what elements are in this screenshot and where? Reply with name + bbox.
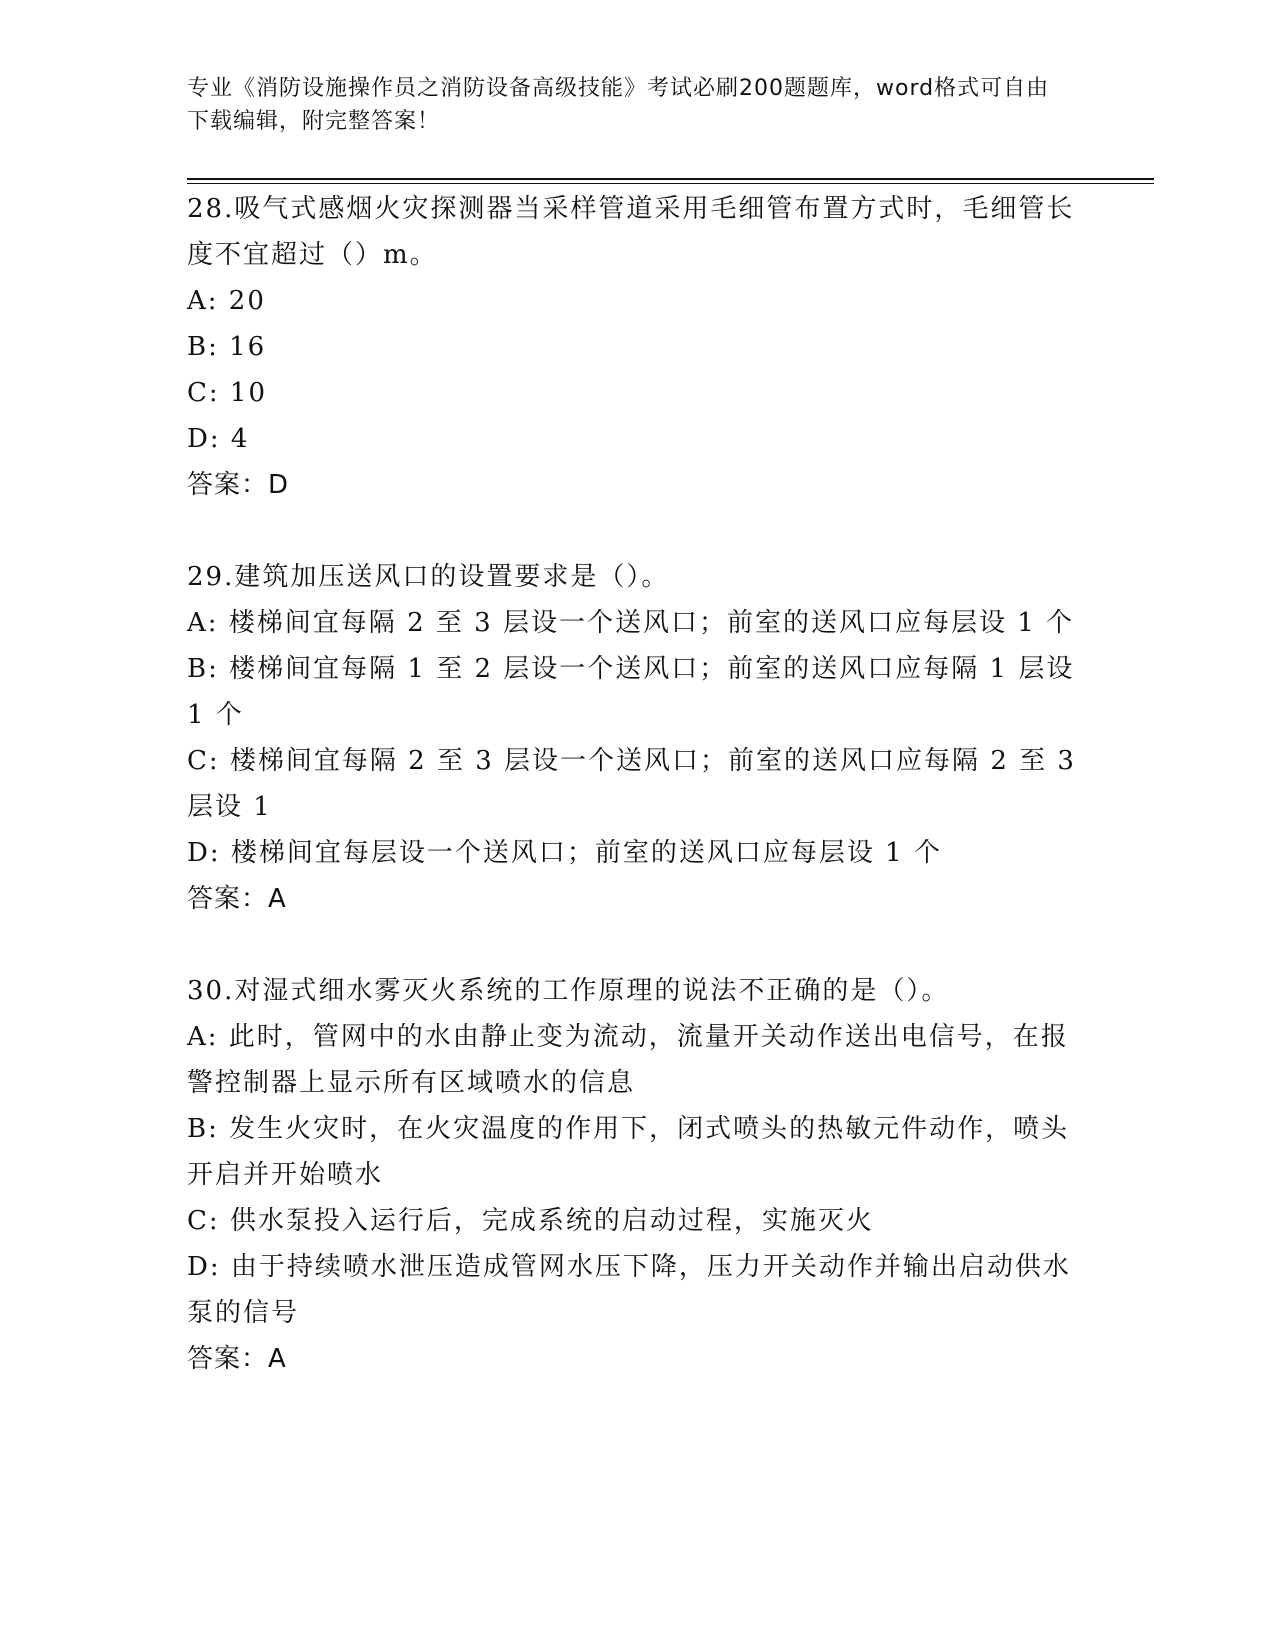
option-b: B: 发生火灾时，在火灾温度的作用下，闭式喷头的热敏元件动作，喷头开启并开始喷水 [187, 1114, 1070, 1190]
option-a: A: 楼梯间宜每隔 2 至 3 层设一个送风口；前室的送风口应每层设 1 个 [187, 608, 1075, 638]
answer: 答案：A [187, 884, 287, 914]
question-30 [187, 968, 1077, 1382]
option-d: D: 由于持续喷水泄压造成管网水压下降，压力开关动作并输出启动供水泵的信号 [187, 1252, 1071, 1328]
option-a: A: 此时，管网中的水由静止变为流动，流量开关动作送出电信号，在报警控制器上显示所有区域喷水的信息 [187, 1022, 1069, 1098]
option-c: C: 楼梯间宜每隔 2 至 3 层设一个送风口；前室的送风口应每隔 2 至 3 层设 1 [187, 746, 1076, 822]
option-b: B: 楼梯间宜每隔 1 至 2 层设一个送风口；前室的送风口应每隔 1 层设 1 个 [187, 654, 1075, 730]
option-c: C: 供水泵投入运行后，完成系统的启动过程，实施灭火 [187, 1206, 874, 1236]
question-29 [187, 554, 1077, 922]
question-stem: 28.吸气式感烟火灾探测器当采样管道采用毛细管布置方式时，毛细管长度不宜超过（）m。 [187, 194, 1075, 270]
option-d: D: 楼梯间宜每层设一个送风口；前室的送风口应每层设 1 个 [187, 838, 942, 868]
question-list [187, 186, 1077, 1382]
header-divider [187, 178, 1154, 184]
question-stem: 30.对湿式细水雾灭火系统的工作原理的说法不正确的是（）。 [187, 976, 950, 1006]
option-c: C: 10 [187, 378, 268, 408]
answer: 答案：D [187, 470, 290, 500]
option-a: A: 20 [187, 286, 266, 316]
answer: 答案：A [187, 1344, 287, 1374]
option-d: D: 4 [187, 424, 250, 454]
document-header: 专业《消防设施操作员之消防设备高级技能》考试必刷200题题库，word格式可自由下载编辑，附完整答案！ [187, 76, 1050, 134]
question-stem: 29.建筑加压送风口的设置要求是（）。 [187, 562, 670, 592]
question-28 [187, 186, 1077, 508]
option-b: B: 16 [187, 332, 267, 362]
